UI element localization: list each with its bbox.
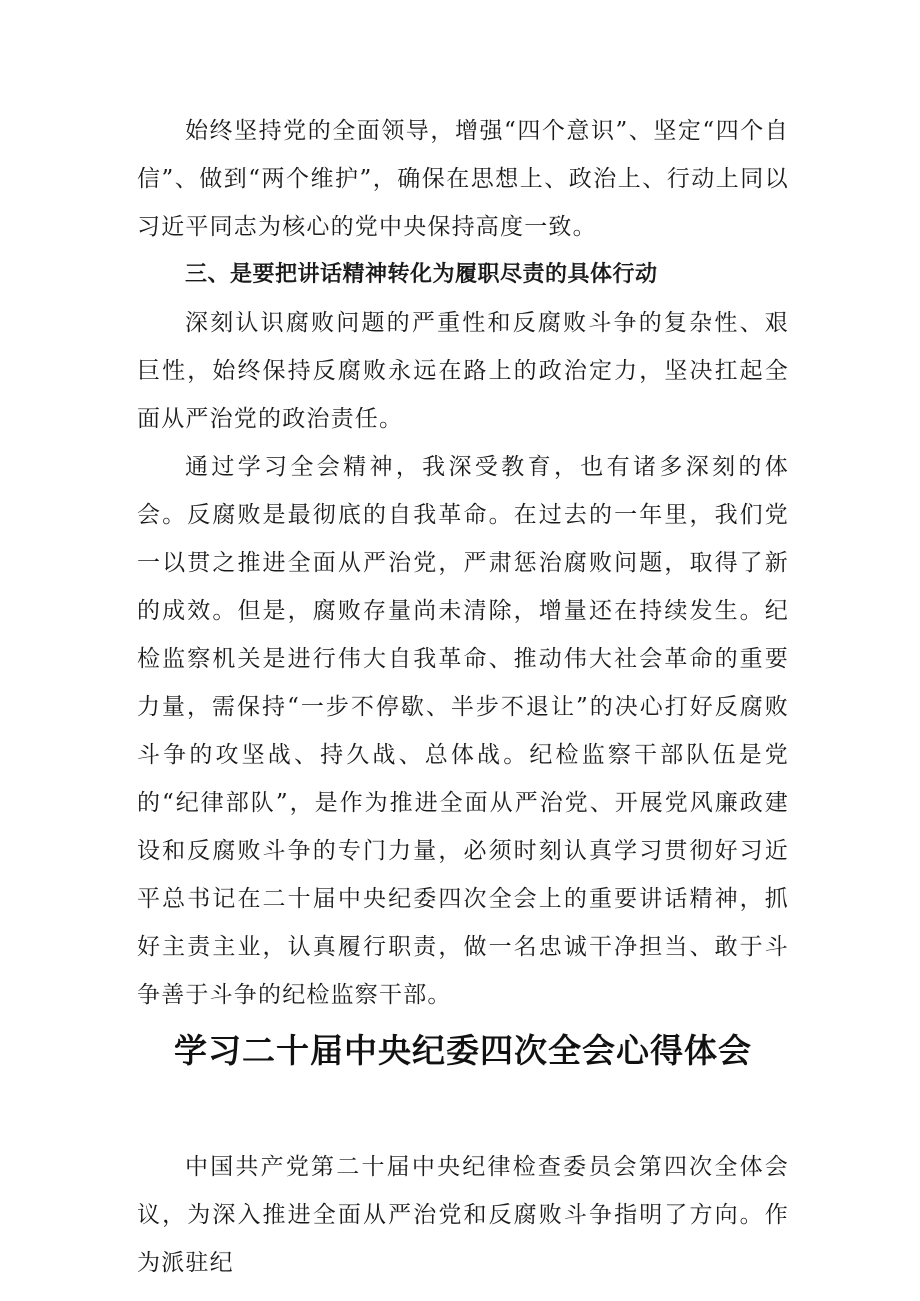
- section-heading: 三、是要把讲话精神转化为履职尽责的具体行动: [185, 262, 658, 287]
- document-title: 学习二十届中央纪委四次全会心得体会: [174, 1031, 752, 1070]
- paragraph-awareness: 深刻认识腐败问题的严重性和反腐败斗争的复杂性、艰巨性，始终保持反腐败永远在路上的政治定力，坚决扛起全面从严治党的政治责任。: [137, 310, 789, 432]
- title-spacing: [137, 1081, 789, 1143]
- document-body: [137, 107, 789, 1287]
- paragraph-intro: 中国共产党第二十届中央纪律检查委员会第四次全体会议，为深入推进全面从严治党和反腐败斗争指明了方向。作为派驻纪: [137, 1154, 789, 1276]
- paragraph-reflection: 通过学习全会精神，我深受教育，也有诸多深刻的体会。反腐败是最彻底的自我革命。在过去的一年里，我们党一以贯之推进全面从严治党，严肃惩治腐败问题，取得了新的成效。但是，腐败存量尚未清除，增量还在持续发生。纪检监察机关是进行伟大自我革命、推动伟大社会革命的重要力量，需保持“一步不停歇、半步不退让”的决心打好反腐败斗争的攻坚战、持久战、总体战。纪检监察干部队伍是党的“纪律部队”，是作为推进全面从严治党、开展党风廉政建设和反腐败斗争的专门力量，必须时刻认真学习贯彻好习近平总书记在二十届中央纪委四次全会上的重要讲话精神，抓好主责主业，认真履行职责，做一名忠诚干净担当、敢于斗争善于斗争的纪检监察干部。: [137, 454, 789, 1008]
- paragraph-leadership: 始终坚持党的全面领导，增强“四个意识”、坚定“四个自信”、做到“两个维护”，确保在思想上、政治上、行动上同以习近平同志为核心的党中央保持高度一致。: [137, 118, 789, 240]
